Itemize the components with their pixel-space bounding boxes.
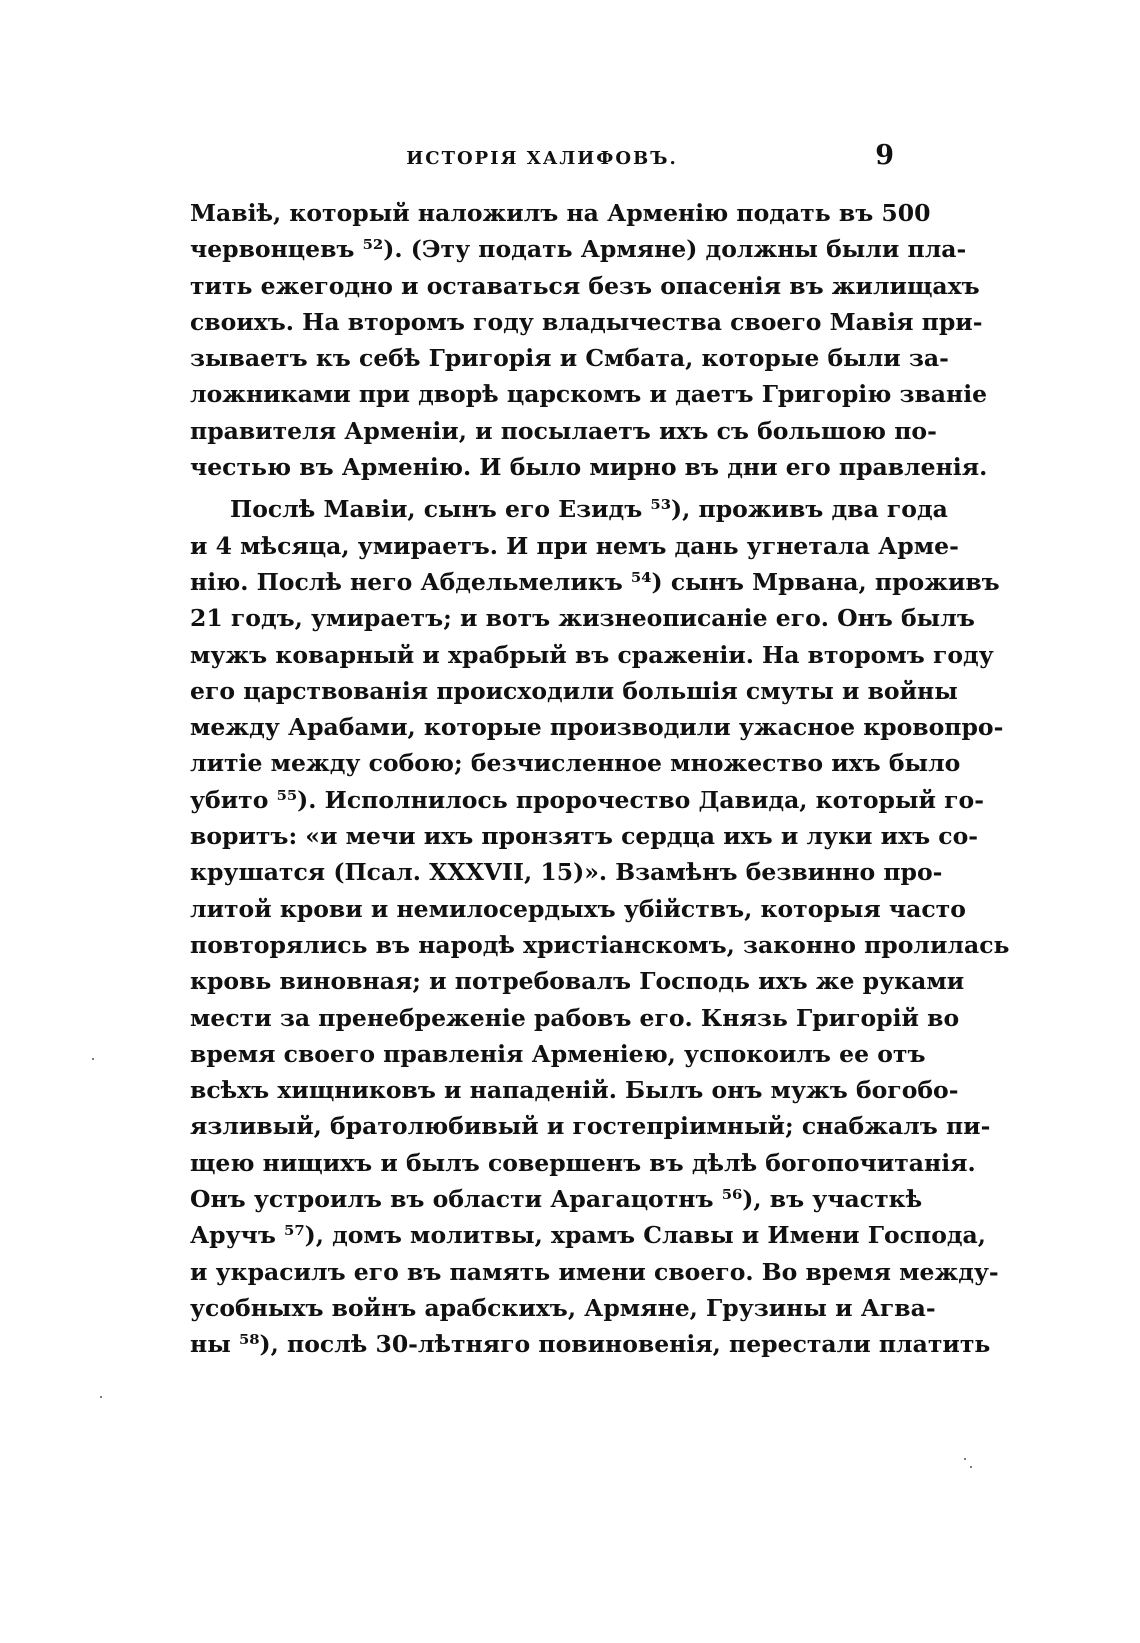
text-line: его царствованія происходили большія смуты и войны	[190, 676, 958, 705]
text-line: убито ⁵⁵). Исполнилось пророчество Давида, который го-	[190, 785, 984, 814]
text-line: зываетъ къ себѣ Григорія и Смбата, которые были за-	[190, 344, 949, 373]
text-line: литіе между собою; безчисленное множество ихъ было	[190, 749, 961, 778]
text-line: между Арабами, которые производили ужасное кровопро-	[190, 713, 1004, 742]
text-line: усобныхъ войнъ арабскихъ, Армяне, Грузины и Агва-	[190, 1293, 936, 1322]
text-line: тить ежегодно и оставаться безъ опасенія въ жилищахъ	[190, 271, 980, 300]
body-text	[190, 195, 1010, 1363]
text-line: и украсилъ его въ память имени своего. Во время между-	[190, 1257, 999, 1286]
text-line: время своего правленія Арменіею, успокоилъ ее отъ	[190, 1039, 926, 1068]
text-line: мести за пренебреженіе рабовъ его. Князь Григорій во	[190, 1003, 960, 1032]
scan-speck	[92, 1058, 94, 1060]
running-title: ИСТОРІЯ ХАЛИФОВЪ.	[406, 148, 678, 169]
text-line: нію. Послѣ него Абдельмеликъ ⁵⁴) сынъ Мрвана, проживъ	[190, 567, 1000, 596]
text-line: Онъ устроилъ въ области Арагацотнъ ⁵⁶), въ участкѣ	[190, 1185, 923, 1214]
paragraph	[190, 491, 1010, 1362]
text-line: язливый, братолюбивый и гостепріимный; снабжалъ пи-	[190, 1112, 991, 1141]
scan-speck	[964, 1458, 966, 1460]
text-line: честью въ Арменію. И было мирно въ дни его правленія.	[190, 453, 988, 482]
scan-speck	[970, 1466, 972, 1468]
scan-speck	[100, 1396, 102, 1398]
text-line: правителя Арменіи, и посылаетъ ихъ съ большою по-	[190, 416, 937, 445]
text-line: ны ⁵⁸), послѣ 30-лѣтняго повиновенія, перестали платить	[190, 1330, 991, 1359]
text-line: Послѣ Мавіи, сынъ его Езидъ ⁵³), проживъ два года	[230, 495, 948, 524]
text-line: Аручъ ⁵⁷), домъ молитвы, храмъ Славы и Имени Господа,	[190, 1221, 986, 1250]
text-line: повторялись въ народѣ христіанскомъ, законно пролилась	[190, 930, 1010, 959]
text-line: червонцевъ ⁵²). (Эту подать Армяне) должны были пла-	[190, 235, 967, 264]
text-line: литой крови и немилосердыхъ убійствъ, которыя часто	[190, 894, 966, 923]
text-line: воритъ: «и мечи ихъ пронзятъ сердца ихъ и луки ихъ со-	[190, 822, 979, 851]
text-line: 21 годъ, умираетъ; и вотъ жизнеописаніе его. Онъ былъ	[190, 604, 975, 633]
text-line: ложниками при дворѣ царскомъ и даетъ Григорію званіе	[190, 380, 988, 409]
text-line: щею нищихъ и былъ совершенъ въ дѣлѣ богопочитанія.	[190, 1148, 976, 1177]
text-line: и 4 мѣсяца, умираетъ. И при немъ дань угнетала Арме-	[190, 531, 959, 560]
paragraph	[190, 195, 988, 485]
page-header	[190, 140, 894, 180]
text-line: крушатся (Псал. XXXVII, 15)». Взамѣнъ безвинно про-	[190, 858, 943, 887]
text-line: своихъ. На второмъ году владычества своего Мавія при-	[190, 307, 983, 336]
text-line: Мавіѣ, который наложилъ на Арменію подать въ 500	[190, 199, 931, 227]
text-line: мужъ коварный и храбрый въ сраженіи. На второмъ году	[190, 640, 994, 669]
text-line: кровь виновная; и потребовалъ Господь ихъ же руками	[190, 967, 965, 996]
text-line: всѣхъ хищниковъ и нападеній. Былъ онъ мужъ богобо-	[190, 1076, 959, 1105]
page-number: 9	[875, 140, 894, 171]
